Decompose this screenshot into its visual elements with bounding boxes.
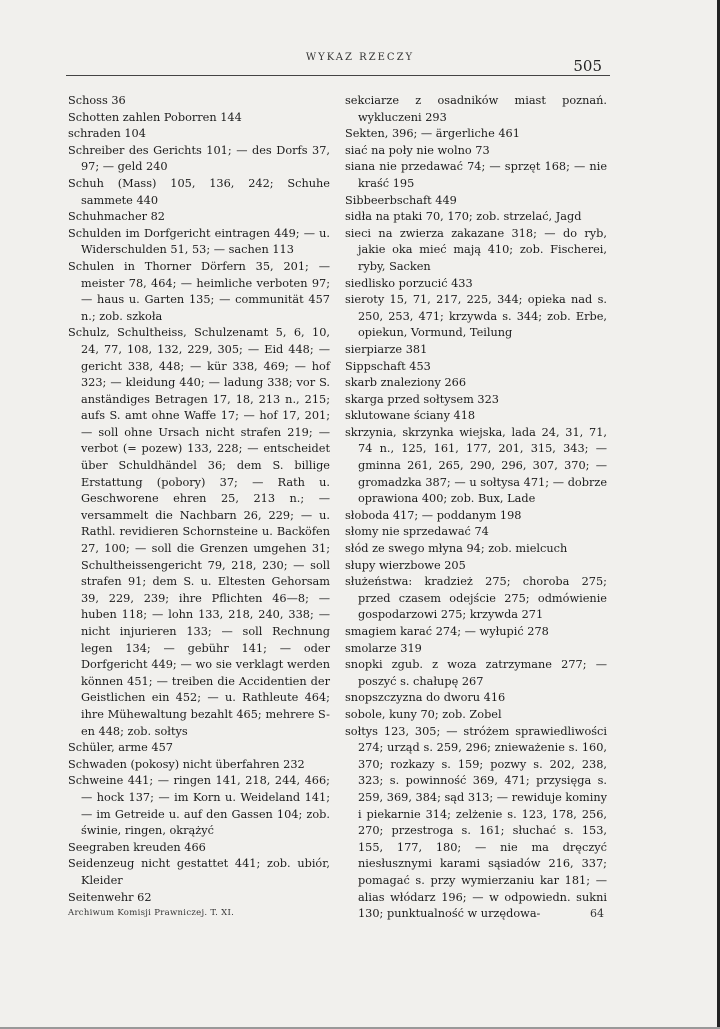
index-entry: sołtys 123, 305; — stróżem sprawiedliwości 274; urząd s. 259, 296; znieważenie s. 160, 370; rozkazy s. 159; pozwy s. 202, 238, 323; s. powinność 369, 471; przysięga s. 259, 369, 384; sąd 313; — rewiduje kominy i piekarnie 314; zelżenie s. 123, 178, 256, 270; przestroga s. 161; słuchać s. 153, 155, 177, 180; — nie ma dręczyć niesłusznymi karami sąsiadów 216, 337; pomagać s. przy wymierzaniu kar 181; — alias włódarz 196; — w odpowiedn. sukni 130; punktualność w urzędowa-	[345, 724, 607, 921]
index-entry: Schuhmacher 82	[68, 210, 165, 224]
index-entry: słupy wierzbowe 205	[345, 558, 466, 572]
index-entry: Schoss 36	[68, 94, 126, 107]
index-entry: skarb znaleziony 266	[345, 376, 467, 390]
index-entry: słód ze swego młyna 94; zob. mielcuch	[345, 542, 568, 556]
index-entry: sekciarze z osadników miast poznań. wykluczeni 293	[345, 94, 607, 124]
index-entry: Schreiber des Gerichts 101; — des Dorfs 37, 97; — geld 240	[68, 143, 330, 174]
index-column-right	[345, 93, 607, 923]
index-entry: skarga przed sołtysem 323	[345, 392, 499, 406]
publication-footer: Archiwum Komisji Prawniczej. T. XI.	[68, 908, 235, 918]
index-entry: Sippschaft 453	[345, 359, 431, 373]
index-entry: Sibbeerbschaft 449	[345, 193, 457, 207]
index-entry: sieroty 15, 71, 217, 225, 344; opieka nad s. 250, 253, 471; krzywda s. 344; zob. Erbe, opiekun, Vormund, Teilung	[345, 293, 607, 340]
index-entry: smolarze 319	[345, 641, 422, 655]
index-entry: schraden 104	[68, 127, 146, 141]
index-column-left	[68, 93, 330, 906]
index-entry: siedlisko porzucić 433	[345, 276, 473, 290]
index-entry: sobole, kuny 70; zob. Zobel	[345, 707, 502, 721]
index-entry: Schulden im Dorfgericht eintragen 449; — u. Widerschulden 51, 53; — sachen 113	[68, 226, 330, 257]
index-entry: Schulz, Schultheiss, Schulzenamt 5, 6, 10, 24, 77, 108, 132, 229, 305; — Eid 448; — gericht 338, 448; — kür 338, 469; — hof 323; — kleidung 440; — ladung 338; vor S. anständiges Betragen 17, 18, 213 n., 215; aufs S. amt ohne Waffe 17; — hof 17, 201; — soll ohne Ursach nicht strafen 219; — verbot (= pozew) 133, 228; — entscheidet über Schuldhändel 36; dem S. billige Erstattung (pobory) 37; — Rath u. Geschworene ehren 25, 213 n.; — versammelt die Nachbarn 26, 229; — u. Rathl. revidieren Schornsteine u. Backöfen 27, 100; — soll die Grenzen umgehen 31; Schultheissengericht 79, 218, 230; — soll strafen 91; dem S. u. Eltesten Gehorsam 39, 229, 239; ihre Pflichten 46—8; — huben 118; — lohn 133, 218, 240, 338; — nicht injurieren 133; — soll Rechnung legen 134; — gebühr 141; — oder Dorfgericht 449; — wo sie verklagt werden können 451; — treiben die Accidentien der Geistlichen ein 452; — u. Rathleute 464; ihre Mühewaltung bezahlt 465; mehrere S-en 448; zob. sołtys	[68, 326, 330, 738]
index-entry: słomy nie sprzedawać 74	[345, 525, 489, 539]
index-entry: snopszczyzna do dworu 416	[345, 691, 506, 705]
index-entry: Schulen in Thorner Dörfern 35, 201; — meister 78, 464; — heimliche verboten 97; — haus u. Garten 135; — communität 457 n.; zob. szkoła	[68, 259, 330, 323]
index-entry: sieci na zwierza zakazane 318; — do ryb, jakie oka mieć mają 410; zob. Fischerei, ryby, Sacken	[345, 226, 607, 273]
running-head: WYKAZ RZECZY	[305, 52, 415, 63]
index-entry: Seegraben kreuden 466	[68, 840, 206, 854]
index-entry: sierpiarze 381	[345, 342, 428, 356]
index-entry: smagiem karać 274; — wyłupić 278	[345, 625, 549, 638]
index-entry: Schweine 441; — ringen 141, 218, 244, 466; — hock 137; — im Korn u. Weideland 141; — im Getreide u. auf den Gassen 104; zob. świnie, ringen, okrążyć	[68, 774, 330, 838]
index-entry: Schwaden (pokosy) nicht überfahren 232	[68, 757, 305, 771]
index-entry: sidła na ptaki 70, 170; zob. strzelać, Jagd	[345, 210, 582, 224]
index-entry: Schuh (Mass) 105, 136, 242; Schuhe sammete 440	[68, 176, 330, 207]
index-entry: skrzynia, skrzynka wiejska, lada 24, 31, 71, 74 n., 125, 161, 177, 201, 315, 343; — gminna 261, 265, 290, 296, 307, 370; — gromadzka 387; — u sołtysa 471; — dobrze oprawiona 400; zob. Bux, Lade	[345, 425, 607, 506]
index-entry: Sekten, 396; — ärgerliche 461	[345, 127, 520, 141]
index-entry: siać na poły nie wolno 73	[345, 143, 490, 157]
index-entry: Schüler, arme 457	[68, 741, 173, 755]
header-rule	[66, 75, 610, 76]
index-entry: siana nie przedawać 74; — sprzęt 168; — nie kraść 195	[345, 160, 607, 190]
index-entry: służeństwa: kradzież 275; choroba 275; przed czasem odejście 275; odmówienie gospodarzowi 275; krzywda 271	[345, 575, 607, 622]
index-entry: Seidenzeug nicht gestattet 441; zob. ubiór, Kleider	[68, 857, 330, 887]
index-entry: sklutowane ściany 418	[345, 409, 476, 423]
index-entry: Schotten zahlen Poborren 144	[68, 110, 242, 124]
page-number: 505	[573, 57, 602, 75]
printer-signature: 64	[590, 907, 604, 920]
index-entry: Seitenwehr 62	[68, 890, 152, 904]
index-entry: snopki zgub. z woza zatrzymane 277; — poszyć s. chałupę 267	[345, 658, 607, 688]
index-entry: słoboda 417; — poddanym 198	[345, 508, 522, 522]
